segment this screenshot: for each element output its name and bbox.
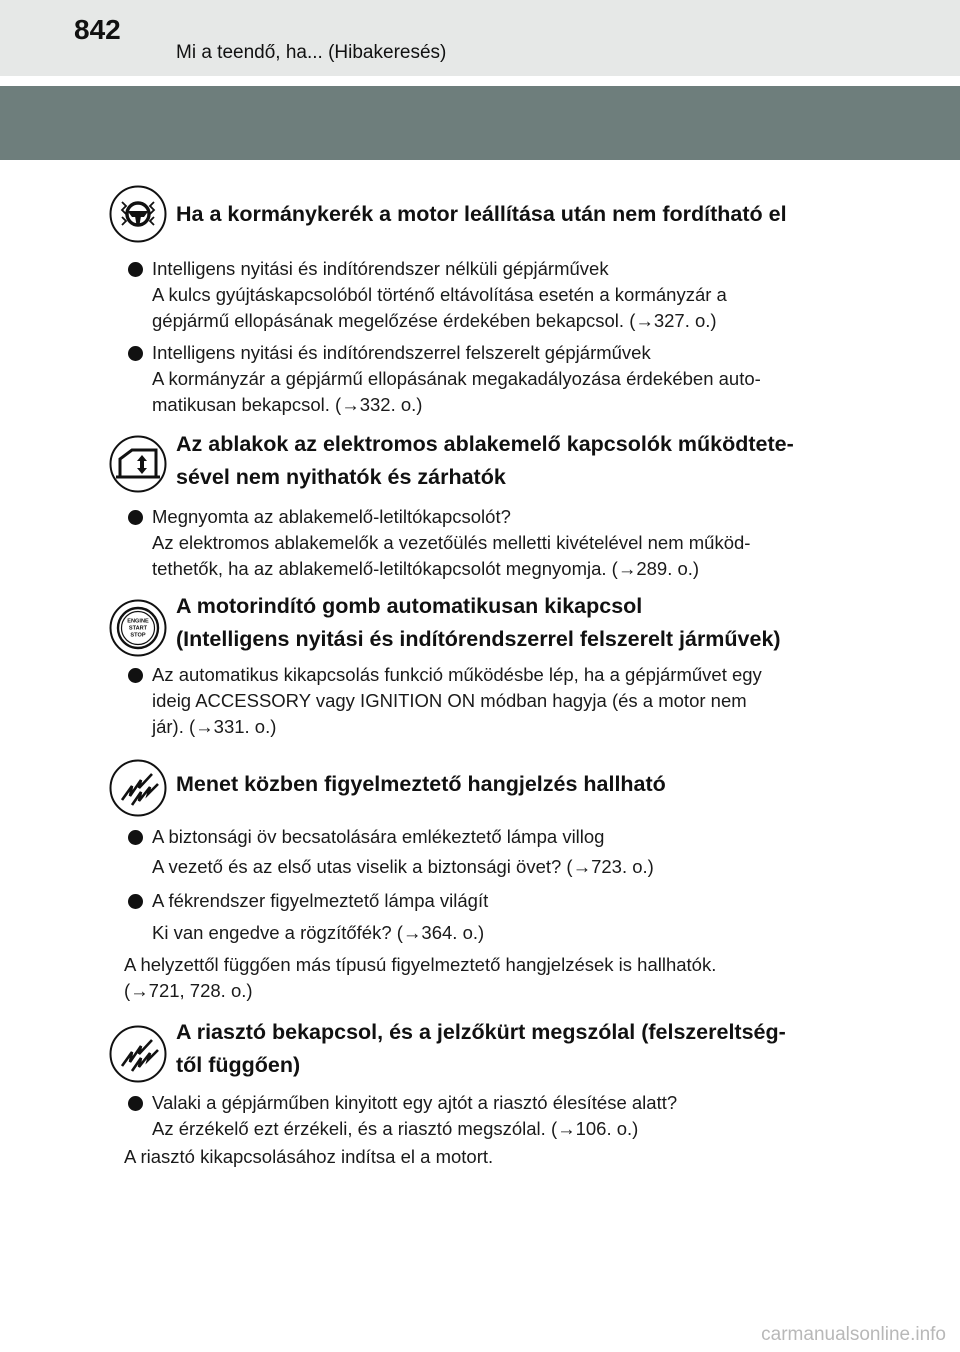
section-note: A helyzettől függően más típusú figyelmeztető hangjelzések is hallhatók. (→721, 728. o.) bbox=[124, 954, 717, 1001]
section-note: A riasztó kikapcsolásához indítsa el a motort. bbox=[124, 1146, 494, 1167]
list-item: Intelligens nyitási és indítórendszerrel felszerelt gépjárművek A kormányzár a gépjármű ellopásának megakadályozása érdekében auto- matikusan bekapcsol. (→332. o.) bbox=[128, 340, 852, 418]
header-strip bbox=[0, 0, 960, 76]
window-switch-icon bbox=[108, 434, 168, 494]
bullet-icon bbox=[128, 830, 143, 845]
list-item: Valaki a gépjárműben kinyitott egy ajtót a riasztó élesítése alatt? Az érzékelő ezt érzékeli, és a riasztó megszólal. (→106. o.) bbox=[128, 1090, 852, 1142]
list-item: A fékrendszer figyelmeztető lámpa világít bbox=[128, 888, 852, 914]
item-detail: A vezető és az első utas viselik a biztonsági övet? (→723. o.) bbox=[152, 856, 654, 877]
bullet-icon bbox=[128, 668, 143, 683]
header-band bbox=[0, 86, 960, 160]
engine-start-stop-icon bbox=[108, 598, 168, 658]
warning-buzzer-icon bbox=[108, 758, 168, 818]
item-detail: Ki van engedve a rögzítőfék? (→364. o.) bbox=[152, 922, 485, 943]
steering-wheel-lock-icon bbox=[108, 184, 168, 244]
engine-label: ENGINE bbox=[127, 618, 149, 625]
bullet-icon bbox=[128, 894, 143, 909]
list-item: A biztonsági öv becsatolására emlékeztető lámpa villog bbox=[128, 824, 852, 850]
watermark: carmanualsonline.info bbox=[761, 1324, 946, 1345]
bullet-icon bbox=[128, 1096, 143, 1111]
chapter-title: Mi a teendő, ha... (Hibakeresés) bbox=[176, 42, 447, 63]
section-heading: Menet közben figyelmeztető hangjelzés hallható bbox=[176, 772, 666, 796]
section-heading: A motorindító gomb automatikusan kikapcsol (Intelligens nyitási és indítórendszerrel felszerelt járművek) bbox=[176, 594, 781, 651]
start-label: START bbox=[128, 625, 148, 632]
alarm-horn-icon bbox=[108, 1024, 168, 1084]
list-item: Megnyomta az ablakemelő-letiltókapcsolót? Az elektromos ablakemelők a vezetőülés melletti kivételével nem működ- tethetők, ha az ablakemelő-letiltókapcsolót megnyomja. (→289. o.) bbox=[128, 504, 852, 582]
page-number: 842 bbox=[74, 14, 121, 45]
list-item: Intelligens nyitási és indítórendszer nélküli gépjárművek A kulcs gyújtáskapcsolóból történő eltávolítása esetén a kormányzár a gépjármű ellopásának megelőzése érdekében bekapcsol. (→327. o.) bbox=[128, 256, 852, 334]
section-heading: A riasztó bekapcsol, és a jelzőkürt megszólal (felszereltség- től függően) bbox=[176, 1020, 786, 1077]
bullet-icon bbox=[128, 346, 143, 361]
stop-label: STOP bbox=[130, 632, 146, 639]
section-heading: Az ablakok az elektromos ablakemelő kapcsolók működtete- sével nem nyithatók és zárhatók bbox=[176, 432, 794, 489]
section-heading: Ha a kormánykerék a motor leállítása után nem fordítható el bbox=[176, 202, 787, 226]
list-item: Az automatikus kikapcsolás funkció működésbe lép, ha a gépjárművet egy ideig ACCESSORY vagy IGNITION ON módban hagyja (és a motor nem jár). (→331. o.) bbox=[128, 662, 852, 740]
bullet-icon bbox=[128, 262, 143, 277]
bullet-icon bbox=[128, 510, 143, 525]
header-rule bbox=[0, 76, 960, 81]
